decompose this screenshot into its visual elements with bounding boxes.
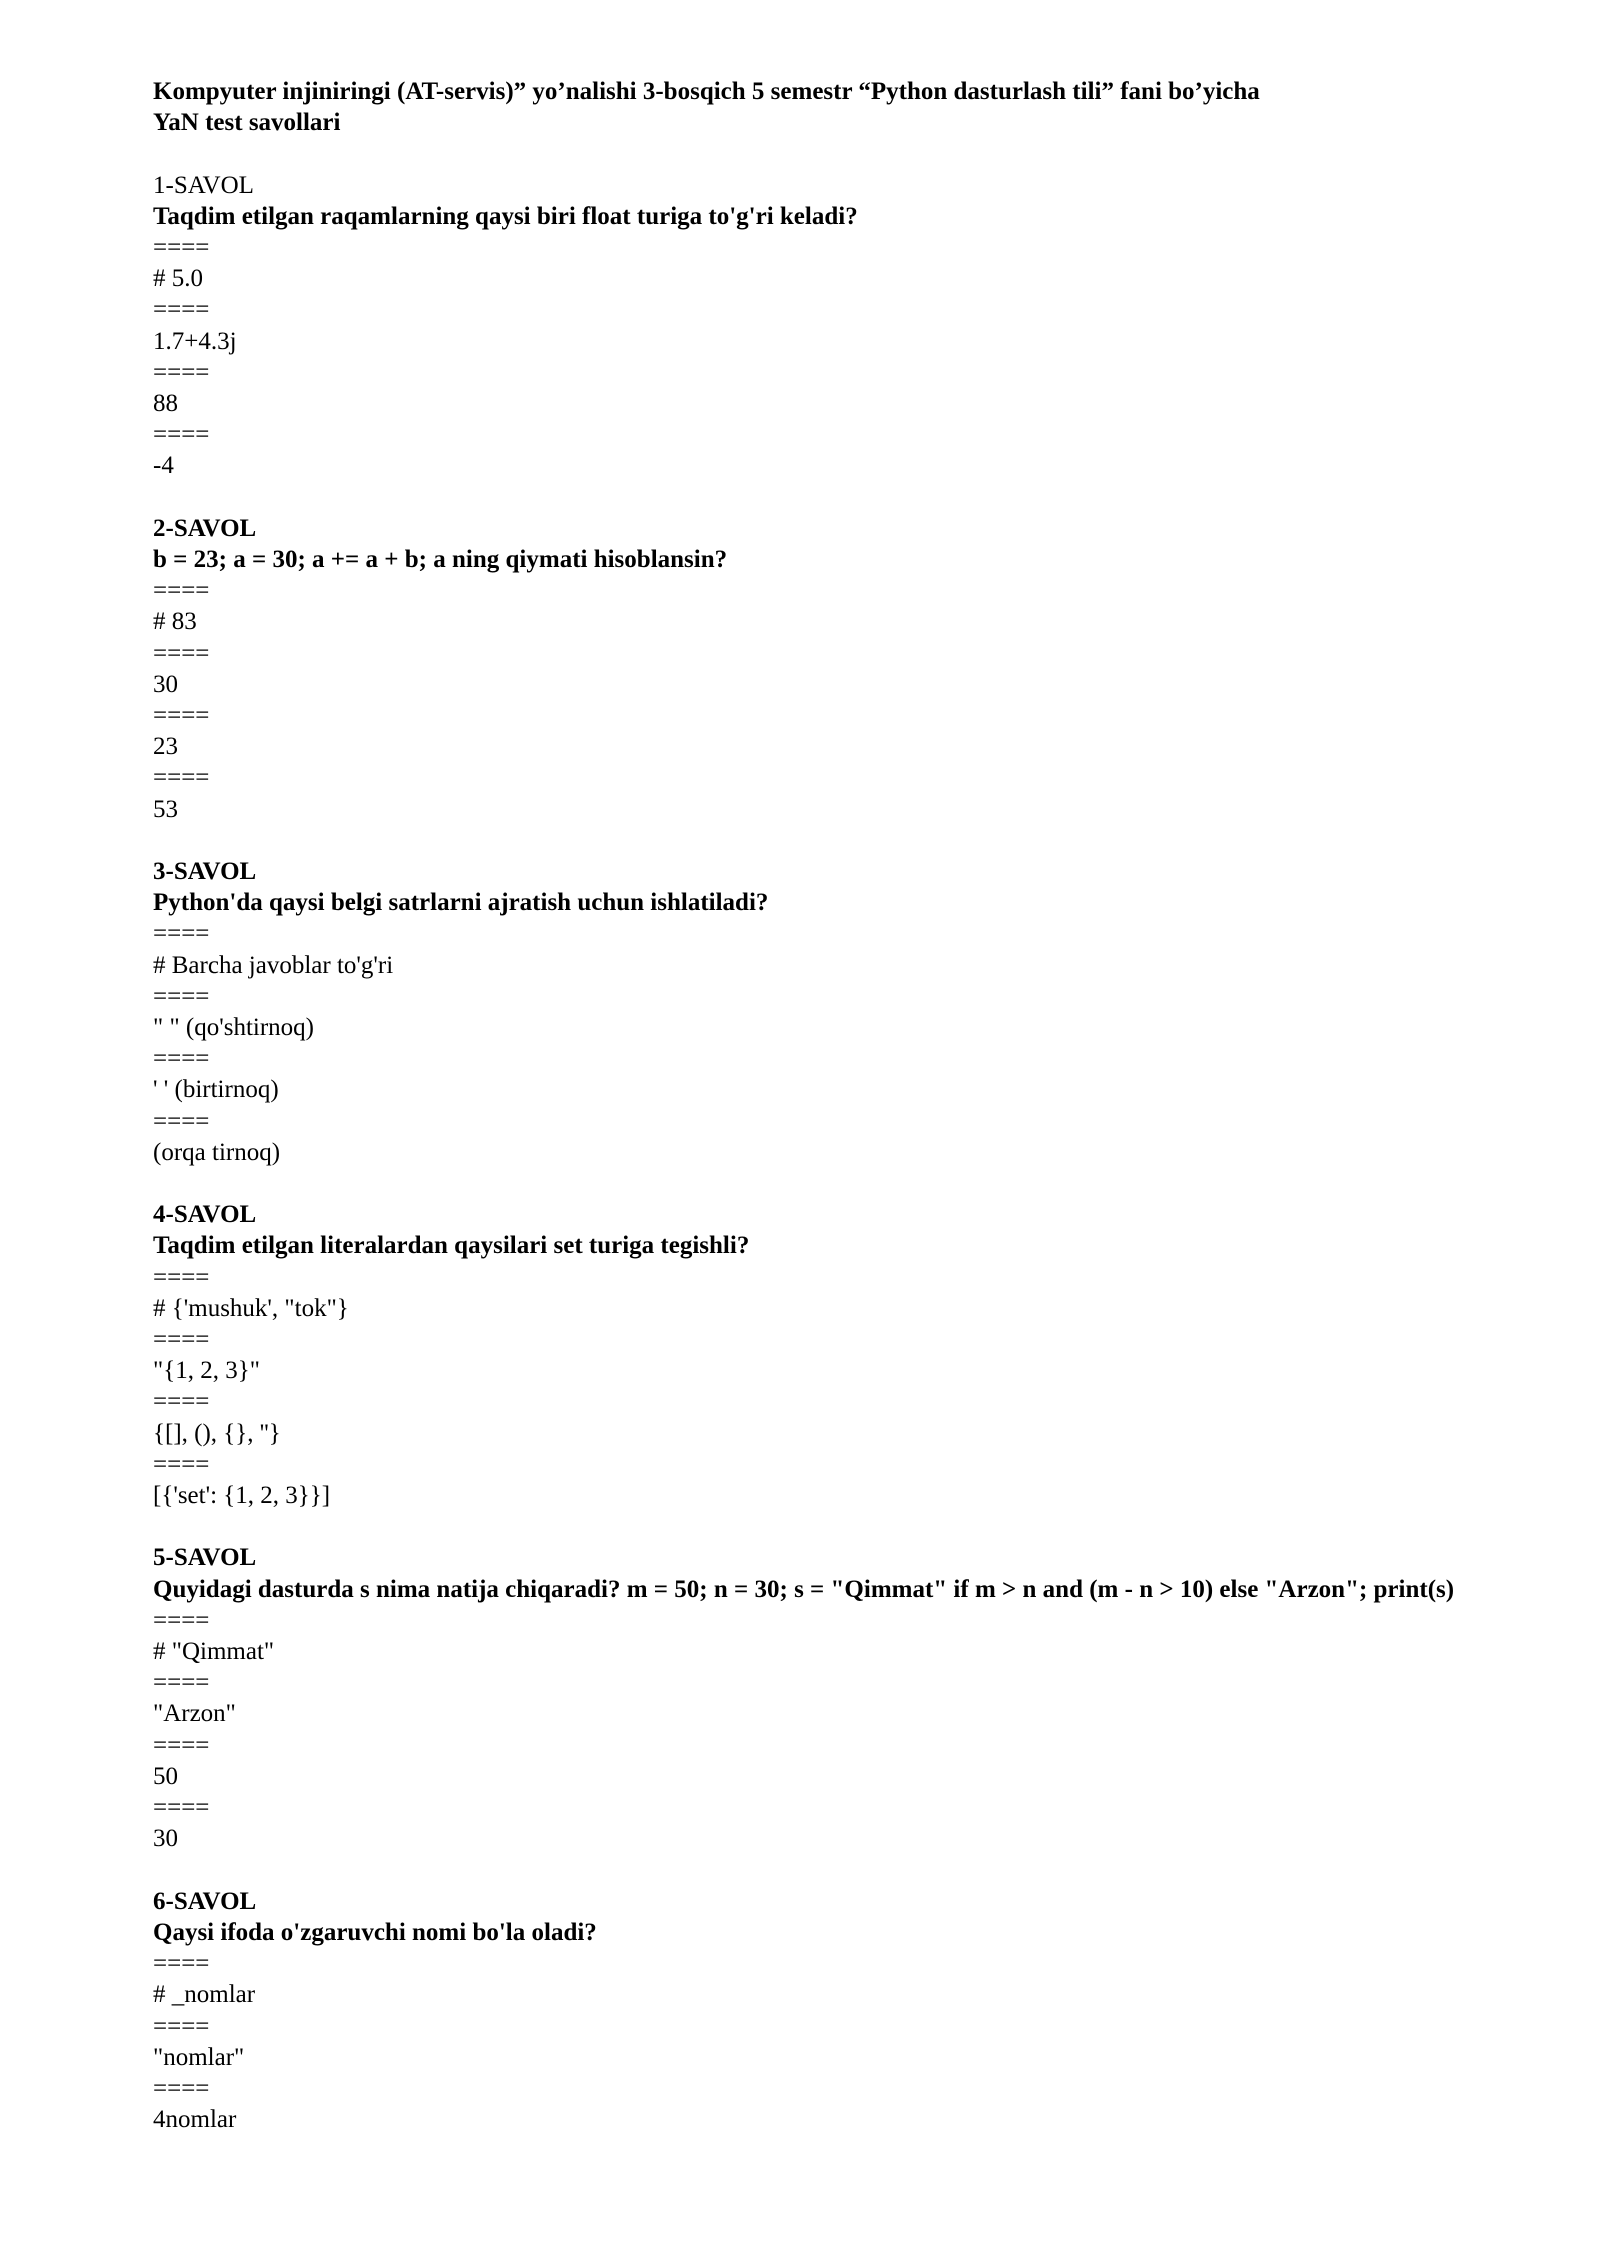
document-body (153, 76, 1493, 2135)
option-separator: ==== (153, 982, 210, 1010)
option-separator: ==== (153, 1045, 210, 1073)
answer-option: 53 (153, 795, 178, 823)
question-number: 2-SAVOL (153, 514, 257, 542)
question-text: Taqdim etilgan raqamlarning qaysi biri float turiga to'g'ri keladi? (153, 202, 858, 230)
option-separator: ==== (153, 764, 210, 792)
answer-option-correct: # "Qimmat" (153, 1638, 275, 1666)
title-line-1: Kompyuter injiniringi (AT-servis)” yo’nalishi 3-bosqich 5 semestr “Python dasturlash tili” fani bo’yicha (153, 78, 1260, 105)
option-separator: ==== (153, 639, 210, 667)
answer-option: "{1, 2, 3}" (153, 1357, 260, 1385)
answer-option: "nomlar" (153, 2043, 245, 2071)
answer-option: 30 (153, 670, 178, 698)
option-separator: ==== (153, 1731, 210, 1759)
option-separator: ==== (153, 1450, 210, 1478)
option-separator: ==== (153, 421, 210, 449)
answer-option: 23 (153, 733, 178, 761)
question-text: Taqdim etilgan literalardan qaysilari set turiga tegishli? (153, 1232, 750, 1260)
option-separator: ==== (153, 1669, 210, 1697)
question-block (153, 1886, 1493, 2136)
title-line-2: YaN test savollari (153, 109, 341, 137)
question-block (153, 513, 1493, 825)
option-separator: ==== (153, 2012, 210, 2040)
answer-option: "Arzon" (153, 1700, 236, 1728)
option-separator: ==== (153, 1950, 210, 1978)
question-text: Quyidagi dasturda s nima natija chiqaradi? m = 50; n = 30; s = "Qimmat" if m > n and (m - n > 10) else "Arzon"; print(s) (153, 1575, 1455, 1603)
question-block (153, 170, 1493, 482)
answer-option-correct: # 5.0 (153, 265, 203, 293)
option-separator: ==== (153, 1107, 210, 1135)
answer-option: ' ' (birtirnoq) (153, 1076, 279, 1104)
option-separator: ==== (153, 1388, 210, 1416)
option-separator: ==== (153, 1263, 210, 1291)
question-text: Python'da qaysi belgi satrlarni ajratish uchun ishlatiladi? (153, 889, 769, 917)
answer-option-correct: # 83 (153, 608, 197, 636)
document-title (153, 76, 1493, 138)
option-separator: ==== (153, 2074, 210, 2102)
question-block (153, 1199, 1493, 1511)
question-text: b = 23; a = 30; a += a + b; a ning qiymati hisoblansin? (153, 546, 728, 574)
option-separator: ==== (153, 577, 210, 605)
question-block (153, 856, 1493, 1168)
option-separator: ==== (153, 920, 210, 948)
question-number: 1-SAVOL (153, 171, 254, 199)
question-number: 5-SAVOL (153, 1544, 257, 1572)
answer-option: 50 (153, 1762, 178, 1790)
answer-option: [{'set': {1, 2, 3}}] (153, 1482, 331, 1510)
option-separator: ==== (153, 1326, 210, 1354)
answer-option: 88 (153, 390, 178, 418)
question-list (153, 170, 1493, 2136)
answer-option: 30 (153, 1825, 178, 1853)
option-separator: ==== (153, 358, 210, 386)
answer-option-correct: # {'mushuk', "tok"} (153, 1294, 349, 1322)
answer-option: -4 (153, 452, 174, 480)
answer-option-correct: # _nomlar (153, 1981, 256, 2009)
option-separator: ==== (153, 1606, 210, 1634)
question-number: 3-SAVOL (153, 858, 257, 886)
answer-option: 4nomlar (153, 2106, 237, 2134)
option-separator: ==== (153, 702, 210, 730)
question-number: 6-SAVOL (153, 1887, 257, 1915)
option-separator: ==== (153, 1794, 210, 1822)
answer-option: (orqa tirnoq) (153, 1138, 281, 1166)
answer-option-correct: # Barcha javoblar to'g'ri (153, 951, 394, 979)
question-block (153, 1542, 1493, 1854)
option-separator: ==== (153, 296, 210, 324)
answer-option: 1.7+4.3j (153, 327, 237, 355)
answer-option: " " (qo'shtirnoq) (153, 1014, 315, 1042)
question-text: Qaysi ifoda o'zgaruvchi nomi bo'la oladi? (153, 1918, 597, 1946)
answer-option: {[], (), {}, ''} (153, 1419, 281, 1447)
question-number: 4-SAVOL (153, 1201, 257, 1229)
option-separator: ==== (153, 234, 210, 261)
